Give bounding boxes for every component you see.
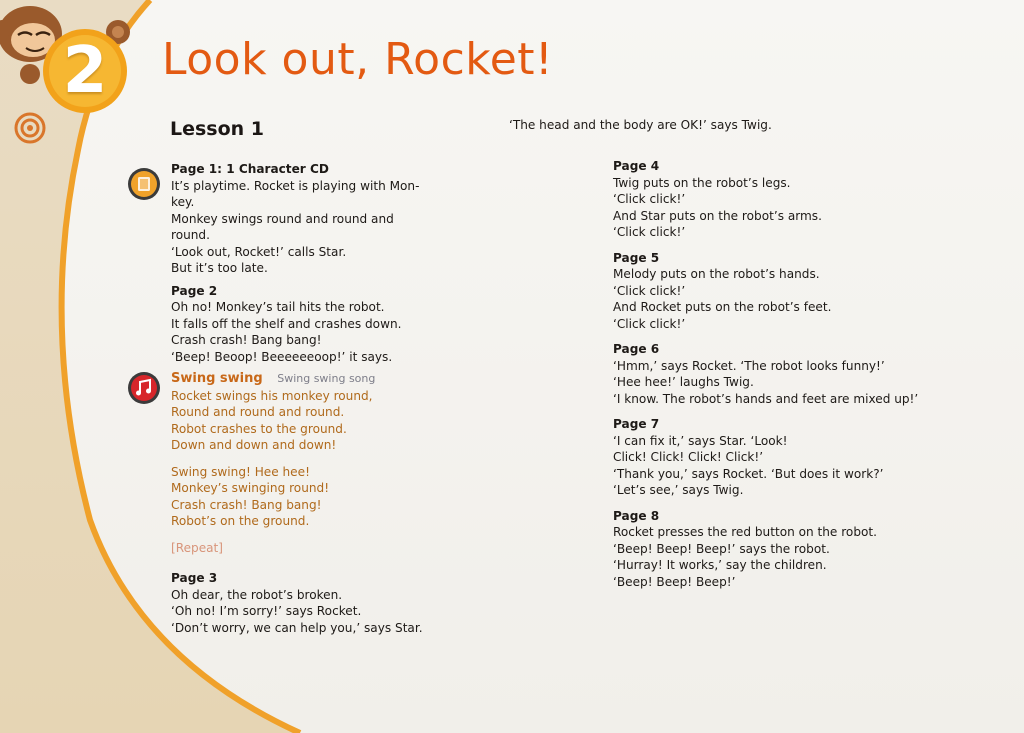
song-repeat-label: [Repeat] [171,540,224,555]
song-verse-2 [171,464,446,530]
page-1-line: round. [171,228,210,242]
page-7-heading: Page 7 [613,417,660,431]
song-line: Robot crashes to the ground. [171,421,347,436]
page-8-section [613,508,943,591]
page-2-line: Crash crash! Bang bang! [171,333,322,347]
song-section [171,371,446,556]
page-3-line: ‘Oh no! I’m sorry!’ says Rocket. [171,604,362,618]
right-column [613,158,943,596]
page-2-line: Oh no! Monkey’s tail hits the robot. [171,300,385,314]
song-title-main: Swing swing [171,371,263,386]
page-1-heading: Page 1: 1 Character CD [171,162,329,176]
page-3-section [171,570,446,636]
page-6-section [613,341,943,407]
page-4-section [613,158,943,241]
page-6-line: ‘I know. The robot’s hands and feet are mixed up!’ [613,391,919,406]
page-4-line: And Star puts on the robot’s arms. [613,208,822,223]
page-3-heading: Page 3 [171,571,218,585]
page-2-line: It falls off the shelf and crashes down. [171,316,402,331]
page-4-line: ‘Click click!’ [613,225,686,239]
unit-number: 2 [62,34,108,108]
page-5-line: ‘Click click!’ [613,316,686,331]
cd-audio-icon[interactable] [127,167,161,201]
page-8-line: ‘Beep! Beep! Beep!’ says the robot. [613,541,830,556]
page-8-line: ‘Beep! Beep! Beep!’ [613,574,736,589]
page-5-section [613,250,943,333]
page-1-line: Monkey swings round and round and [171,211,394,226]
song-line: Robot’s on the ground. [171,514,310,528]
page-title: Look out, Rocket! [162,34,554,85]
page-4-heading: Page 4 [613,159,660,173]
song-line: Swing swing! Hee hee! [171,464,310,479]
song-line: Monkey’s swinging round! [171,481,330,495]
page-2-heading: Page 2 [171,283,218,298]
page-8-line: Rocket presses the red button on the robot. [613,525,877,539]
page-5-line: And Rocket puts on the robot’s feet. [613,300,832,314]
continued-quote: ‘The head and the body are OK!’ says Twig. [509,118,772,132]
page-3-line: ‘Don’t worry, we can help you,’ says Star. [171,620,423,635]
song-line: Crash crash! Bang bang! [171,497,322,512]
page-1-line: It’s playtime. Rocket is playing with Mon- [171,178,420,193]
page-7-line: ‘Let’s see,’ says Twig. [613,483,744,497]
page-3-line: Oh dear, the robot’s broken. [171,587,343,602]
song-line: Round and round and round. [171,405,345,419]
music-note-icon[interactable] [127,371,161,405]
song-line: Down and down and down! [171,438,337,452]
page-2-line: ‘Beep! Beoop! Beeeeeeoop!’ it says. [171,349,393,364]
page-5-heading: Page 5 [613,250,660,265]
page-7-section [613,416,943,499]
page-5-line: Melody puts on the robot’s hands. [613,267,820,281]
page-7-line: ‘Thank you,’ says Rocket. ‘But does it work?’ [613,466,884,481]
page-1-line: But it’s too late. [171,261,268,275]
page-8-line: ‘Hurray! It works,’ say the children. [613,558,827,572]
page-6-line: ‘Hee hee!’ laughs Twig. [613,375,754,389]
page-7-line: ‘I can fix it,’ says Star. ‘Look! [613,433,788,448]
page-5-line: ‘Click click!’ [613,283,686,298]
page-1-line: key. [171,195,195,209]
page-1-section [171,161,446,277]
page-2-section [171,283,446,366]
page-4-line: Twig puts on the robot’s legs. [613,175,791,190]
song-line: Rocket swings his monkey round, [171,388,373,403]
song-verse-1 [171,388,446,454]
page-8-heading: Page 8 [613,508,660,523]
left-column [171,161,446,642]
page-6-heading: Page 6 [613,342,660,356]
page-6-line: ‘Hmm,’ says Rocket. ‘The robot looks funny!’ [613,358,885,373]
song-title-suffix: Swing swing song [277,372,376,385]
lesson-heading: Lesson 1 [170,118,265,140]
page-4-line: ‘Click click!’ [613,192,686,206]
page-1-line: ‘Look out, Rocket!’ calls Star. [171,244,347,259]
song-title [171,371,446,388]
page-7-line: Click! Click! Click! Click!’ [613,450,764,464]
